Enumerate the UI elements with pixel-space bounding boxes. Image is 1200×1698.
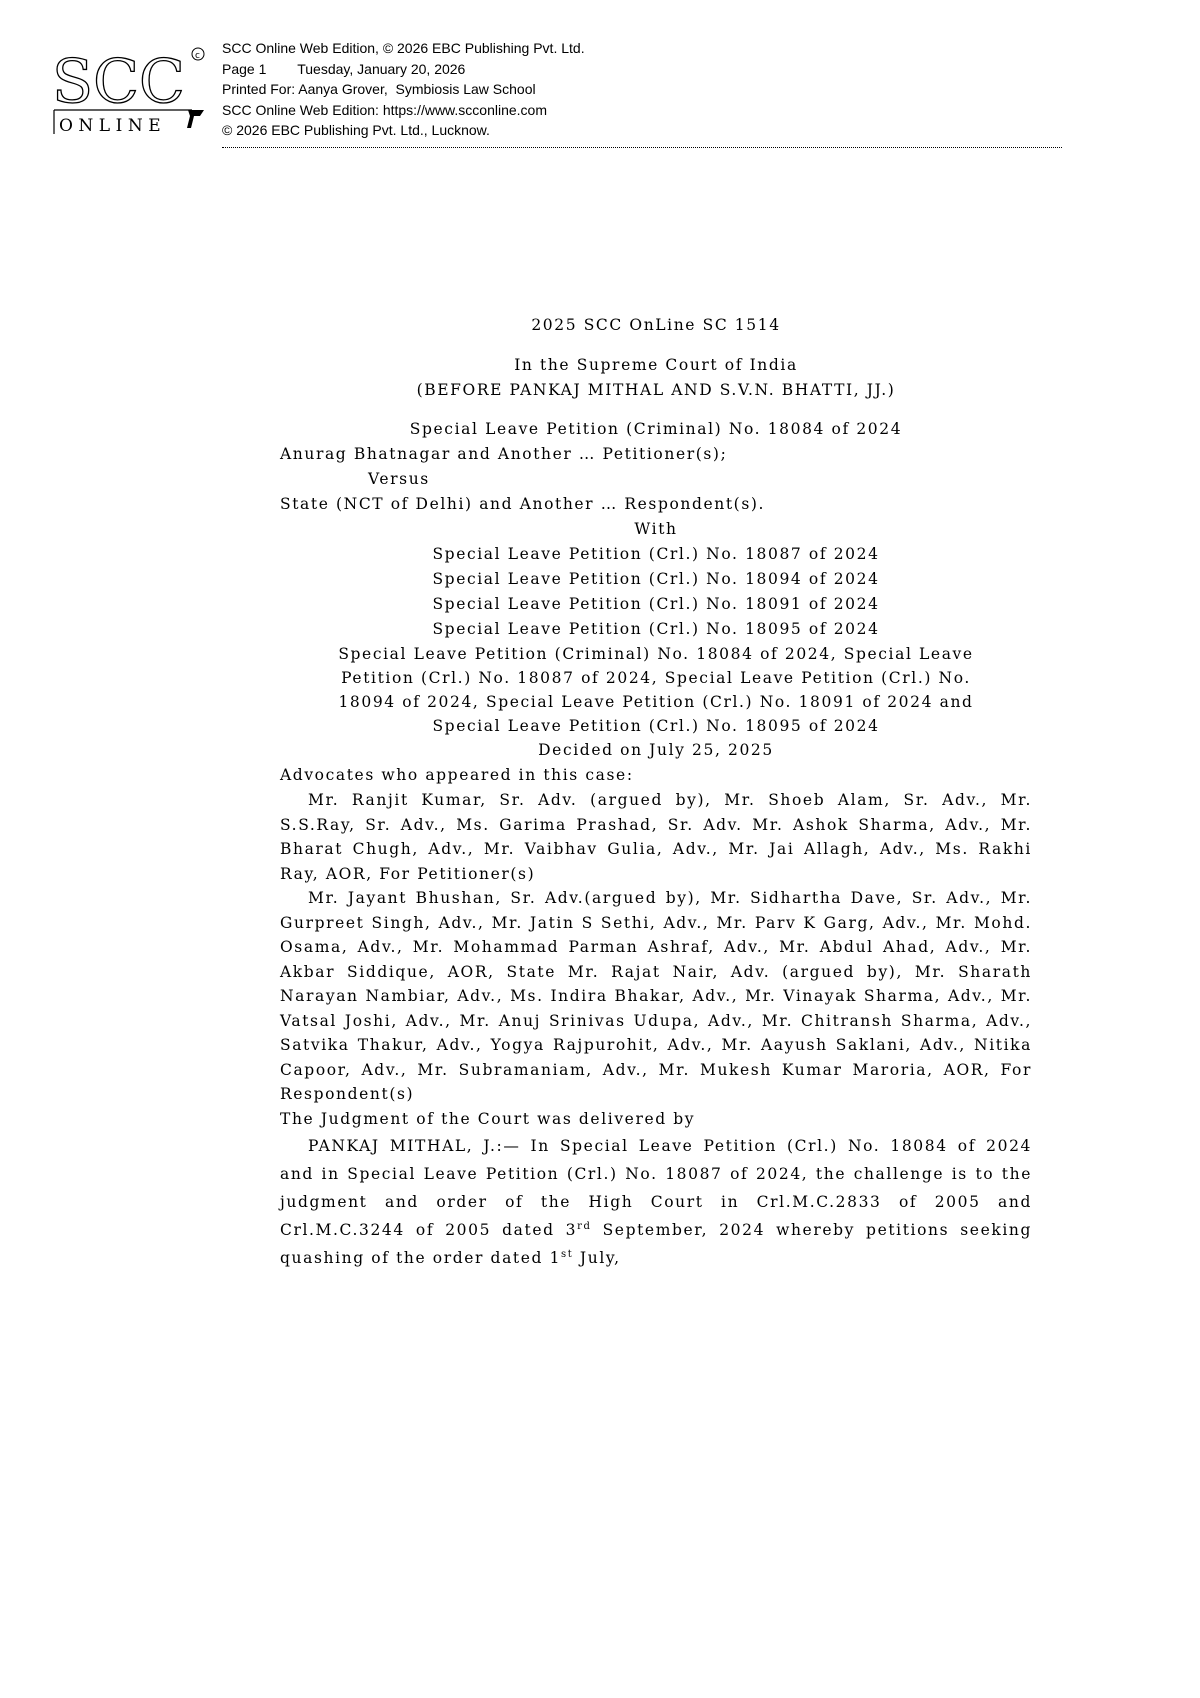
- combined-line: Special Leave Petition (Crl.) No. 18095 of 2024: [432, 717, 880, 735]
- respondent: State (NCT of Delhi) and Another … Respondent(s).: [280, 495, 766, 513]
- judgment-text: In Special Leave Petition (Crl.) No. 18084 of 2024 and in Special Leave Petition (Crl.) No. 18087 of 2024, the challenge is to the judgment and order of the High Court in Crl.M.C.2833 of 2005 and Crl.M.C.3244 of 2005 dated 3: [280, 1136, 1032, 1239]
- case-number: Special Leave Petition (Criminal) No. 18084 of 2024: [409, 420, 903, 438]
- combined-line: Special Leave Petition (Criminal) No. 18084 of 2024, Special Leave: [338, 645, 974, 663]
- svg-text:c: c: [195, 51, 200, 61]
- combined-line: Petition (Crl.) No. 18087 of 2024, Special Leave Petition (Crl.) No.: [341, 669, 971, 687]
- advocates-petitioner: Mr. Ranjit Kumar, Sr. Adv. (argued by), Mr. Shoeb Alam, Sr. Adv., Mr. S.S.Ray, Sr. Adv., Ms. Garima Prashad, Sr. Adv. Mr. Ashok Sharma, Adv., Mr. Bharat Chugh, Adv., Mr. Vaibhav Gulia, Adv., Mr. Jai Allagh, Adv., Ms. Rakhi Ray, AOR, For Petitioner(s): [280, 791, 1032, 883]
- judgment-document: [280, 313, 1032, 1272]
- logo-main-text: SCC: [52, 47, 185, 117]
- citation: 2025 SCC OnLine SC 1514: [531, 316, 781, 334]
- decided-date: Decided on July 25, 2025: [538, 741, 774, 759]
- print-header: [222, 38, 585, 141]
- logo-sub-text: ONLINE: [59, 116, 167, 136]
- header-line: © 2026 EBC Publishing Pvt. Ltd., Lucknow.: [222, 122, 490, 138]
- scc-online-logo: [50, 44, 210, 144]
- advocates-heading: Advocates who appeared in this case:: [280, 766, 634, 784]
- header-line: Printed For: Aanya Grover, Symbiosis Law School: [222, 81, 536, 97]
- connected-petition: Special Leave Petition (Crl.) No. 18087 of 2024: [432, 545, 880, 563]
- judge-name: PANKAJ MITHAL, J.: [308, 1136, 497, 1155]
- header-line: Page 1 Tuesday, January 20, 2026: [222, 60, 466, 77]
- ordinal-suffix: st: [561, 1248, 574, 1260]
- header-line: SCC Online Web Edition, © 2026 EBC Publishing Pvt. Ltd.: [222, 40, 585, 56]
- ordinal-suffix: rd: [577, 1220, 592, 1232]
- judgment-text: July,: [573, 1248, 621, 1267]
- connected-petition: Special Leave Petition (Crl.) No. 18091 of 2024: [432, 595, 880, 613]
- combined-petitions: [280, 642, 1032, 738]
- bench: (BEFORE PANKAJ MITHAL AND S.V.N. BHATTI, JJ.): [416, 381, 896, 399]
- with-label: With: [634, 520, 678, 538]
- judgment-paragraph: [280, 1132, 1032, 1272]
- combined-line: 18094 of 2024, Special Leave Petition (Crl.) No. 18091 of 2024 and: [338, 693, 974, 711]
- judgment-dash: :—: [496, 1136, 521, 1155]
- connected-petition: Special Leave Petition (Crl.) No. 18094 of 2024: [432, 570, 880, 588]
- judgment-text: September, 2024 whereby petitions seeking quashing of the order dated 1: [280, 1220, 1032, 1267]
- connected-petition: Special Leave Petition (Crl.) No. 18095 of 2024: [432, 620, 880, 638]
- judgment-intro: The Judgment of the Court was delivered by: [280, 1109, 696, 1128]
- court-name: In the Supreme Court of India: [514, 356, 798, 374]
- header-divider: [222, 147, 1062, 148]
- header-line: SCC Online Web Edition: https://www.scconline.com: [222, 101, 547, 118]
- petitioner: Anurag Bhatnagar and Another … Petitioner(s);: [280, 445, 728, 463]
- advocates-respondent: Mr. Jayant Bhushan, Sr. Adv.(argued by), Mr. Sidhartha Dave, Sr. Adv., Mr. Gurpreet Singh, Adv., Mr. Jatin S Sethi, Adv., Mr. Parv K Garg, Adv., Mr. Mohd. Osama, Adv., Mr. Mohammad Parman Ashraf, Adv., Mr. Abdul Ahad, Adv., Mr. Akbar Siddique, AOR, State Mr. Rajat Nair, Adv. (argued by), Mr. Sharath Narayan Nambiar, Adv., Ms. Indira Bhakar, Adv., Mr. Vinayak Sharma, Adv., Mr. Vatsal Joshi, Adv., Mr. Anuj Srinivas Udupa, Adv., Mr. Chitransh Sharma, Adv., Satvika Thakur, Adv., Yogya Rajpurohit, Adv., Mr. Aayush Saklani, Adv., Nitika Capoor, Adv., Mr. Subramaniam, Adv., Mr. Mukesh Kumar Maroria, AOR, For Respondent(s): [280, 889, 1032, 1103]
- versus: Versus: [368, 470, 430, 488]
